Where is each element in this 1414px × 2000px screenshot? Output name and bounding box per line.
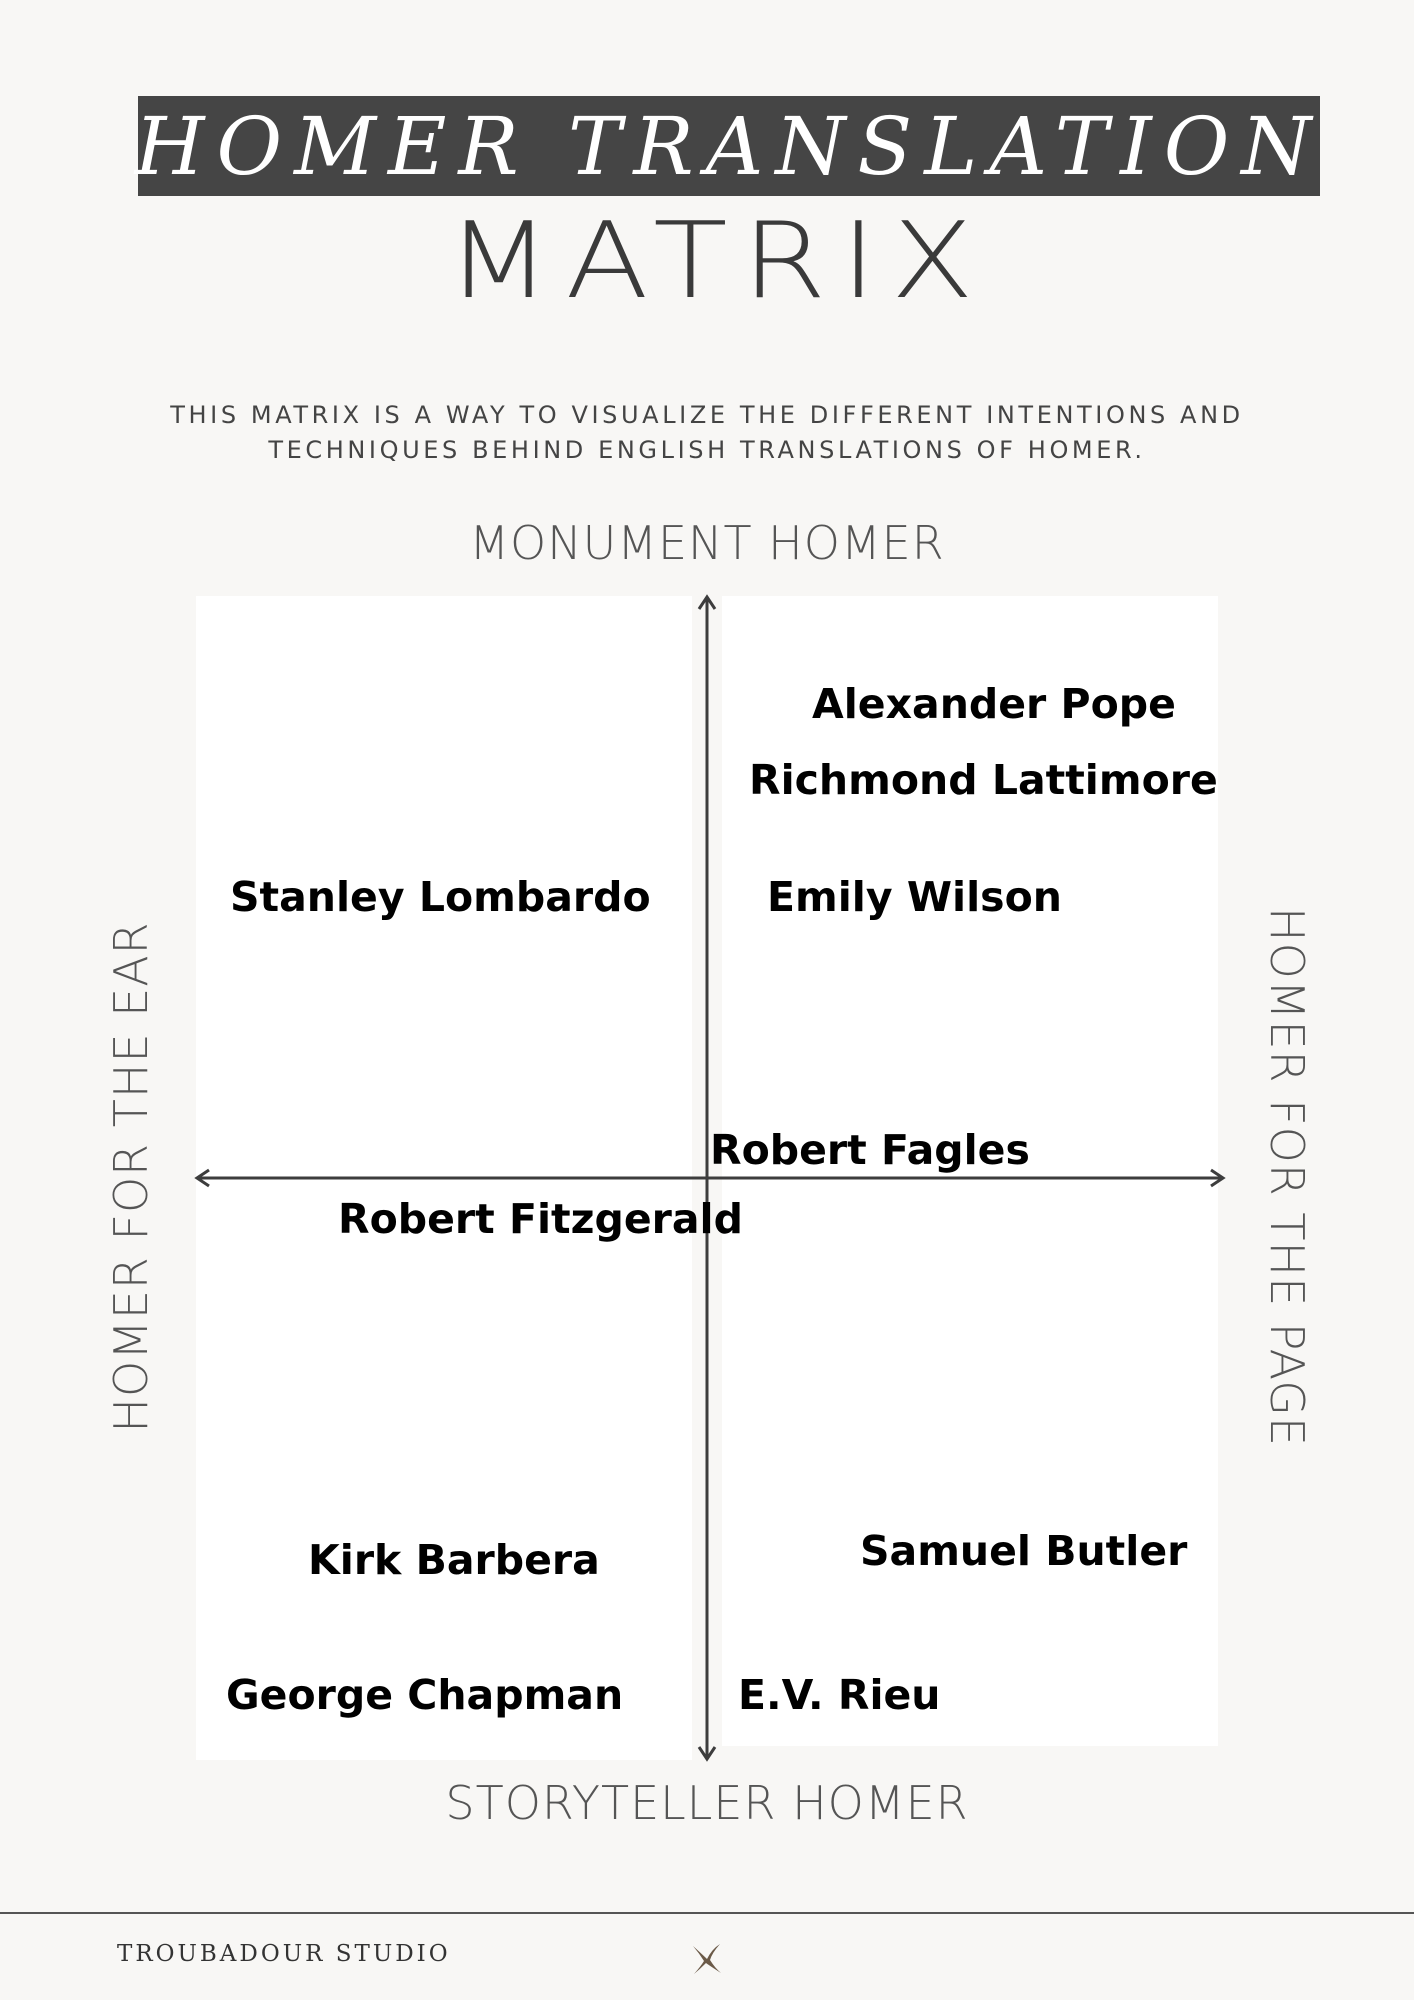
page-title: HOMER TRANSLATION: [134, 99, 1324, 193]
footer-brand: TROUBADOUR STUDIO: [117, 1941, 451, 1967]
translator-label: Stanley Lombardo: [230, 873, 651, 921]
axis-label-right: HOMER FOR THE PAGE: [1260, 907, 1314, 1447]
translator-label: Robert Fagles: [710, 1126, 1030, 1174]
translator-label: Emily Wilson: [767, 873, 1062, 921]
footer-divider: [0, 1912, 1414, 1914]
translator-label: Richmond Lattimore: [749, 756, 1218, 804]
page-description: THIS MATRIX IS A WAY TO VISUALIZE THE DIFFERENT INTENTIONS AND TECHNIQUES BEHIND ENGLISH TRANSLATIONS OF HOMER.: [170, 401, 1244, 464]
translator-label: E.V. Rieu: [738, 1671, 941, 1719]
translator-label: Kirk Barbera: [308, 1536, 600, 1584]
translator-label: George Chapman: [226, 1671, 624, 1719]
four-point-star-icon: [690, 1942, 724, 1976]
axis-label-bottom: STORYTELLER HOMER: [445, 1776, 969, 1830]
page-subtitle: MATRIX: [445, 199, 989, 323]
translator-label: Robert Fitzgerald: [338, 1195, 743, 1243]
axis-label-top: MONUMENT HOMER: [469, 516, 945, 570]
axis-label-left: HOMER FOR THE EAR: [104, 921, 158, 1433]
translator-label: Alexander Pope: [812, 680, 1176, 728]
translator-label: Samuel Butler: [860, 1527, 1188, 1575]
